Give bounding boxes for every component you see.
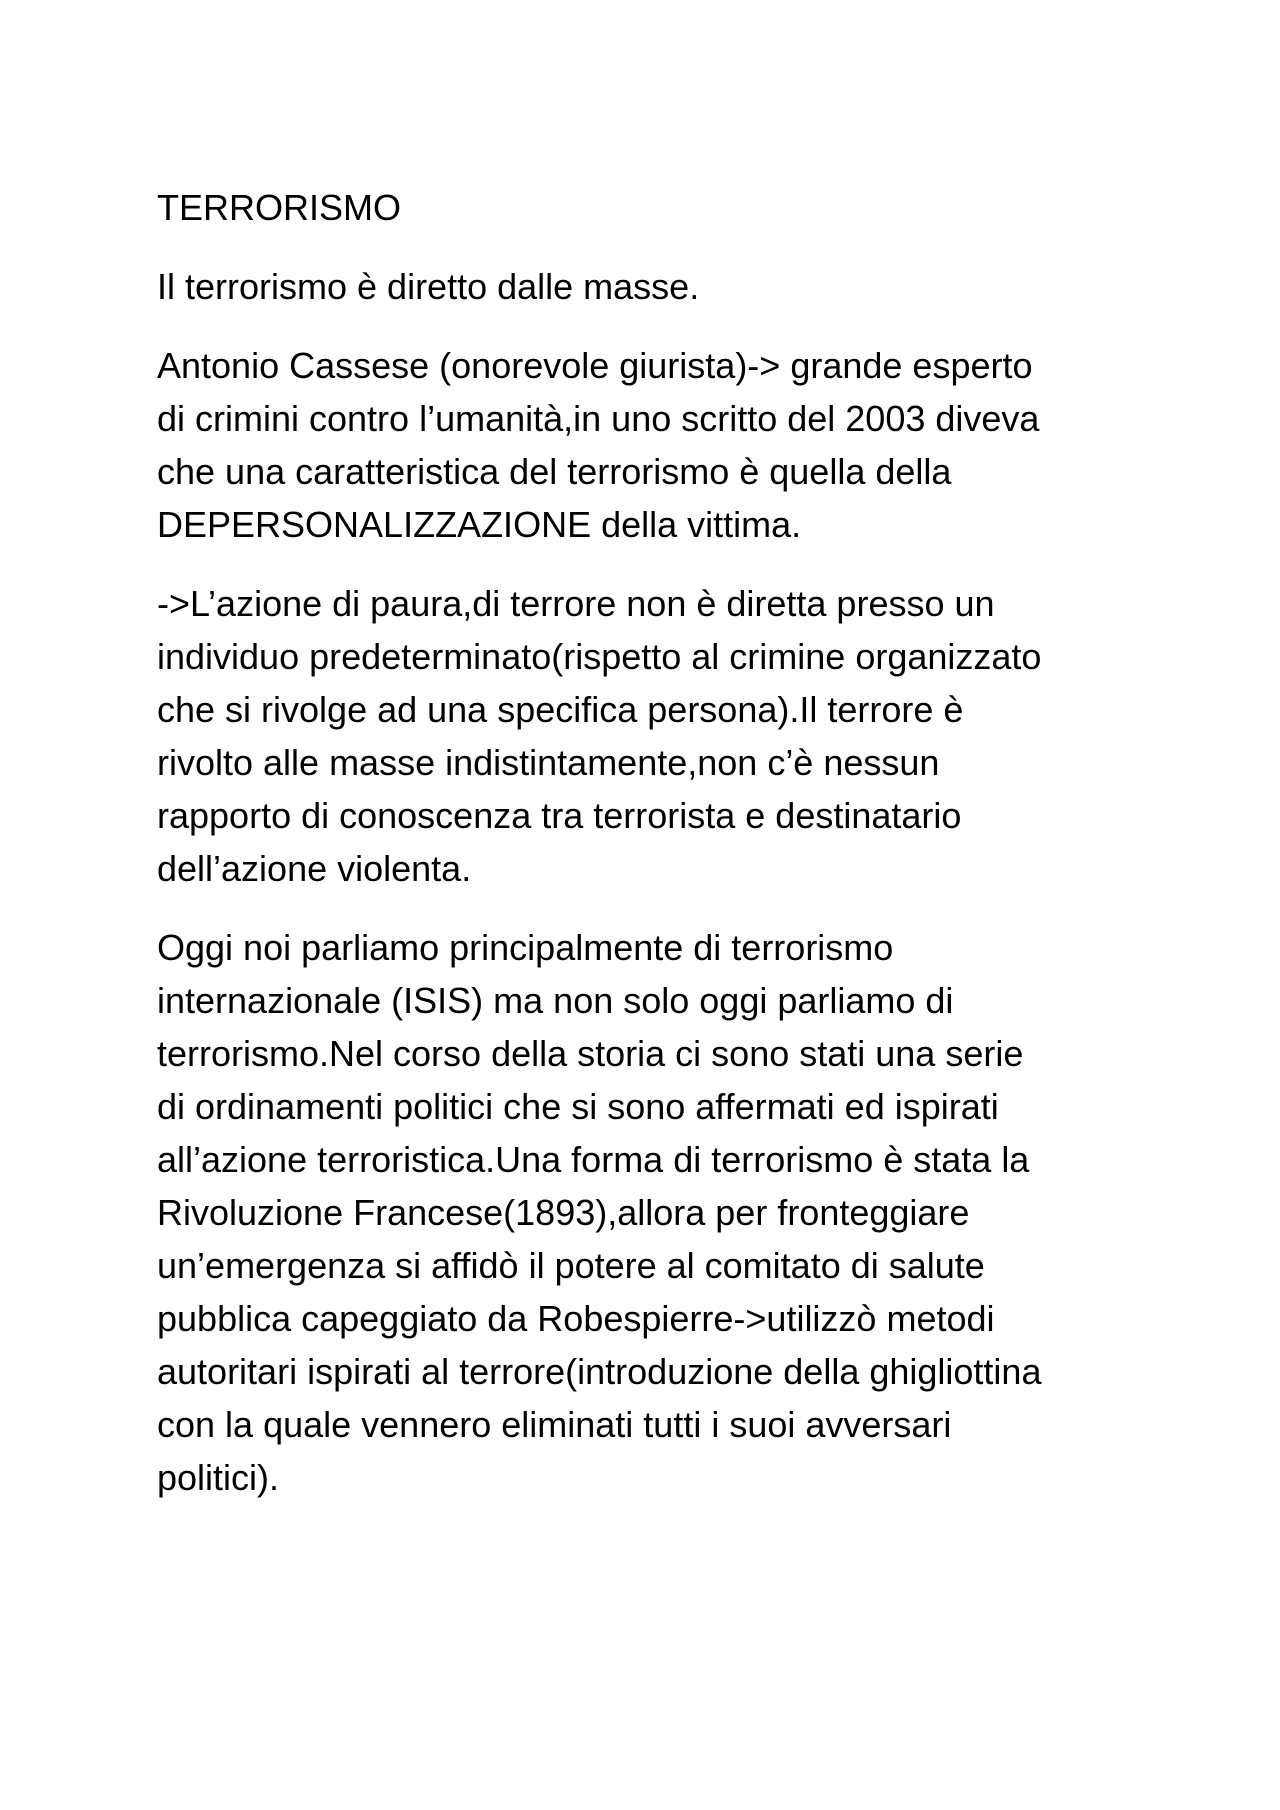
text-line: un’emergenza si affidò il potere al comitato di salute xyxy=(157,1245,985,1286)
document-title: TERRORISMO xyxy=(157,187,402,228)
paragraph-1 xyxy=(157,260,1117,313)
text-line: ->L’azione di paura,di terrore non è diretta presso un xyxy=(157,583,995,624)
text-line: Rivoluzione Francese(1893),allora per fronteggiare xyxy=(157,1192,970,1233)
text-line: rivolto alle masse indistintamente,non c’è nessun xyxy=(157,742,940,783)
text-line: pubblica capeggiato da Robespierre->utilizzò metodi xyxy=(157,1298,995,1339)
text-line: di ordinamenti politici che si sono affermati ed ispirati xyxy=(157,1086,999,1127)
text-line: internazionale (ISIS) ma non solo oggi parliamo di xyxy=(157,980,954,1021)
text-line: che una caratteristica del terrorismo è quella della xyxy=(157,451,952,492)
text-line: con la quale vennero eliminati tutti i suoi avversari xyxy=(157,1404,952,1445)
text-line: politici). xyxy=(157,1457,280,1498)
paragraph-3 xyxy=(157,577,1117,895)
text-line: che si rivolge ad una specifica persona).Il terrore è xyxy=(157,689,964,730)
paragraph-2 xyxy=(157,339,1117,551)
document-body xyxy=(157,181,1117,1530)
text-line: DEPERSONALIZZAZIONE della vittima. xyxy=(157,504,802,545)
text-line: autoritari ispirati al terrore(introduzione della ghigliottina xyxy=(157,1351,1042,1392)
text-line: Antonio Cassese (onorevole giurista)-> grande esperto xyxy=(157,345,1033,386)
text-line: Il terrorismo è diretto dalle masse. xyxy=(157,266,700,307)
text-line: terrorismo.Nel corso della storia ci sono stati una serie xyxy=(157,1033,1024,1074)
text-line: rapporto di conoscenza tra terrorista e destinatario xyxy=(157,795,962,836)
text-line: all’azione terroristica.Una forma di terrorismo è stata la xyxy=(157,1139,1030,1180)
paragraph-4 xyxy=(157,921,1117,1504)
text-line: di crimini contro l’umanità,in uno scritto del 2003 diveva xyxy=(157,398,1040,439)
text-line: individuo predeterminato(rispetto al crimine organizzato xyxy=(157,636,1042,677)
text-line: Oggi noi parliamo principalmente di terrorismo xyxy=(157,927,894,968)
text-line: dell’azione violenta. xyxy=(157,848,472,889)
